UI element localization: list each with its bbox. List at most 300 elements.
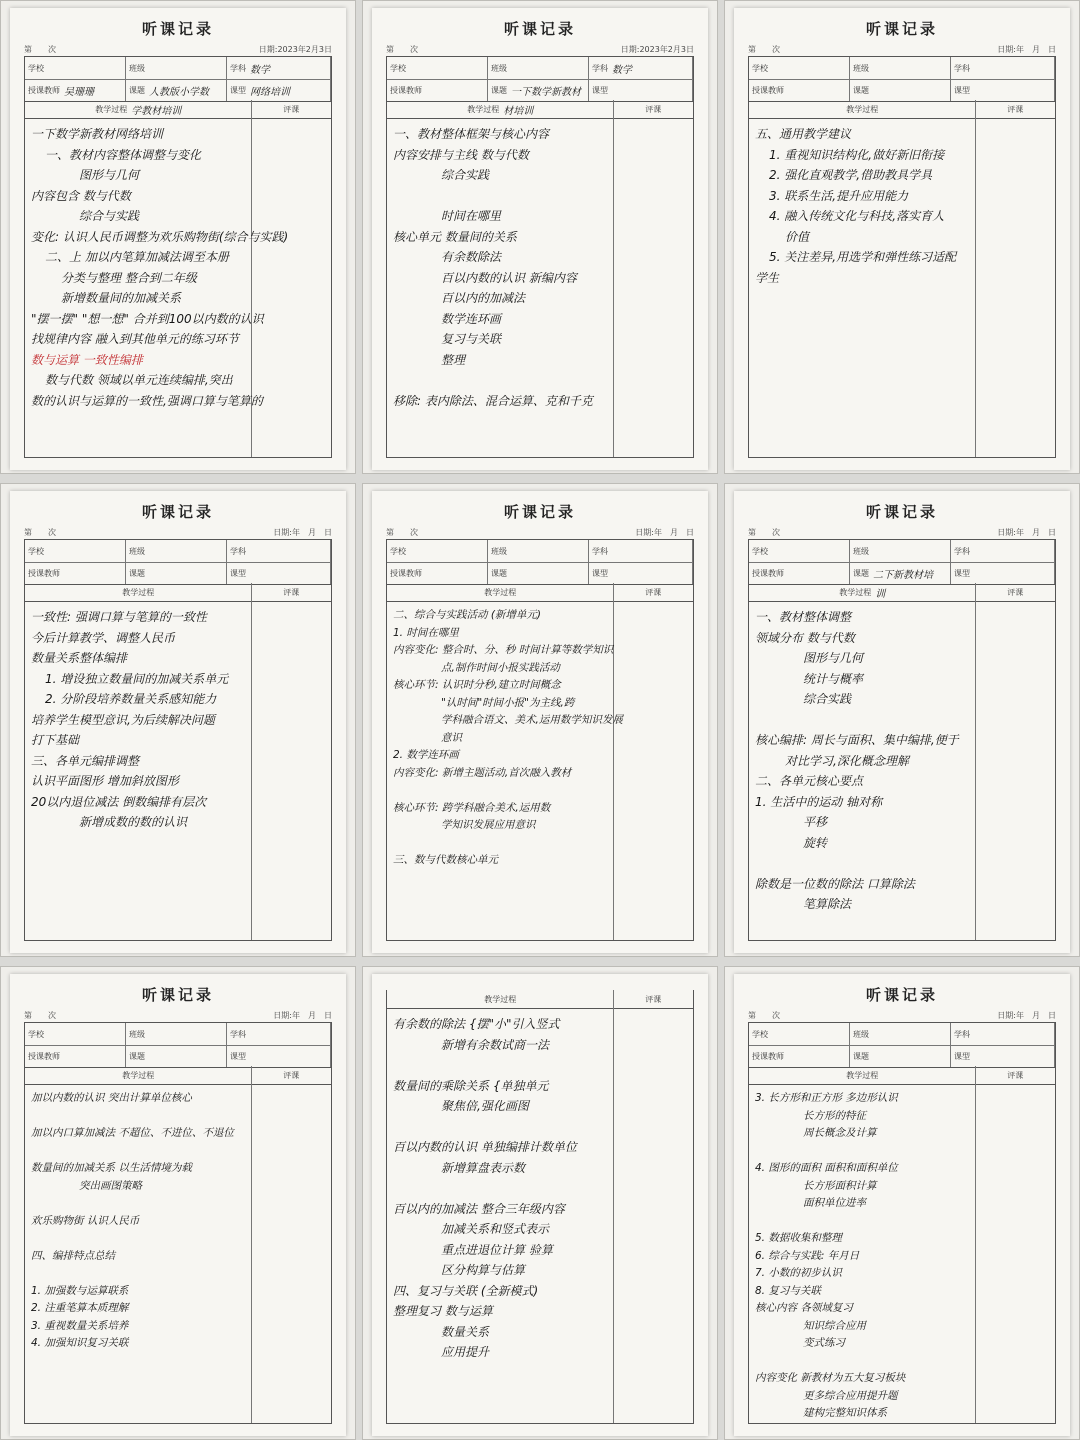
column-divider bbox=[975, 1084, 976, 1423]
note-line bbox=[393, 370, 607, 391]
note-line: 4. 加强知识复习关联 bbox=[31, 1337, 129, 1349]
order-label: 第 次 bbox=[24, 45, 56, 54]
field-label: 学科 bbox=[953, 546, 970, 556]
note-line: 新增有余数试商一法 bbox=[441, 1037, 550, 1052]
subject-cell bbox=[589, 57, 693, 79]
process-header bbox=[25, 1066, 252, 1084]
note-line: 内容安排与主线 数与代数 bbox=[393, 147, 529, 162]
topic-cell bbox=[850, 79, 951, 101]
sheet-title: 听课记录 bbox=[865, 503, 938, 521]
subject-cell bbox=[227, 540, 331, 562]
note-sheet bbox=[10, 974, 346, 1436]
field-label: 学校 bbox=[28, 63, 44, 73]
note-line: 4. 图形的面积 面积和面积单位 bbox=[755, 1162, 898, 1174]
date-field bbox=[635, 527, 694, 538]
process-label: 教学过程 bbox=[122, 587, 155, 597]
note-line: 内容包含 数与代数 bbox=[31, 188, 131, 203]
field-label: 班级 bbox=[490, 546, 507, 556]
note-line bbox=[31, 1143, 245, 1161]
field-label: 课型 bbox=[229, 568, 246, 578]
class-cell bbox=[488, 57, 589, 79]
note-line: 内容变化: 整合时、分、秒 时间计算等数学知识 bbox=[393, 644, 614, 656]
date-field bbox=[273, 1010, 332, 1021]
field-label: 学校 bbox=[752, 63, 768, 73]
note-line: 一下数学新教材网络培训 bbox=[31, 127, 164, 141]
info-row bbox=[749, 1045, 1055, 1067]
note-line: 一、教材内容整体调整与变化 bbox=[45, 147, 202, 162]
topic-cell bbox=[126, 562, 227, 584]
note-line: 长方形的特征 bbox=[803, 1109, 866, 1122]
review-label: 评课 bbox=[283, 1070, 300, 1080]
date-units: 年 月 日 bbox=[1016, 45, 1056, 54]
date-field bbox=[997, 44, 1056, 55]
school-cell bbox=[25, 1023, 126, 1045]
note-line: 有余数的除法 {摆"小"引入竖式 bbox=[393, 1017, 560, 1031]
note-line: 学生 bbox=[755, 270, 780, 285]
date-field bbox=[997, 1010, 1056, 1021]
school-cell bbox=[25, 540, 126, 562]
note-line: 分类与整理 整合到二年级 bbox=[61, 270, 197, 285]
handwritten-value: 数学 bbox=[611, 64, 632, 76]
column-header bbox=[748, 1066, 1056, 1085]
note-line: 对比学习,深化概念理解 bbox=[785, 753, 909, 768]
note-line: 欢乐购物街 认识人民币 bbox=[31, 1214, 140, 1227]
process-label: 教学过程 bbox=[95, 104, 128, 114]
note-line: 3. 长方形和正方形 多边形认识 bbox=[755, 1092, 898, 1104]
date-label: 日期: bbox=[997, 528, 1016, 537]
note-line: 整理 bbox=[441, 352, 466, 367]
info-row bbox=[749, 540, 1055, 563]
info-table bbox=[24, 539, 332, 585]
note-line: 打下基础 bbox=[31, 733, 80, 747]
notes-body bbox=[24, 601, 332, 941]
review-label: 评课 bbox=[645, 994, 662, 1004]
handwritten-value: 人教版小学数 bbox=[148, 86, 209, 98]
note-line: 移除: 表内除法、混合运算、克和千克 bbox=[393, 393, 593, 408]
field-label: 授课教师 bbox=[752, 568, 784, 578]
teacher-cell bbox=[749, 1045, 850, 1067]
field-label: 学校 bbox=[390, 546, 406, 556]
school-cell bbox=[387, 57, 488, 79]
topic-cell bbox=[126, 1045, 227, 1067]
note-line: 百以内的加减法 整合三年级内容 bbox=[393, 1201, 565, 1216]
note-line: 找规律内容 融入到其他单元的练习环节 bbox=[31, 332, 239, 346]
date-label: 日期: bbox=[997, 45, 1016, 54]
sheet-meta bbox=[386, 44, 694, 55]
note-line: 时间在哪里 bbox=[441, 209, 502, 223]
note-sheet bbox=[372, 491, 708, 953]
subject-cell bbox=[951, 1023, 1055, 1045]
order-label: 第 次 bbox=[748, 1011, 780, 1020]
date-label: 日期: bbox=[273, 1011, 292, 1020]
sheet-title: 听课记录 bbox=[141, 986, 214, 1004]
note-line: 知识综合应用 bbox=[803, 1319, 866, 1332]
field-label: 班级 bbox=[128, 546, 145, 556]
note-line: 突出画图策略 bbox=[79, 1179, 142, 1192]
note-line: 综合实践 bbox=[441, 168, 490, 182]
type-cell bbox=[589, 79, 693, 101]
sheet-title: 听课记录 bbox=[503, 503, 576, 521]
note-line: 有余数除法 bbox=[441, 250, 502, 264]
sheet-title: 听课记录 bbox=[141, 503, 214, 521]
class-cell bbox=[488, 540, 589, 562]
info-table bbox=[24, 1022, 332, 1068]
info-row bbox=[25, 562, 331, 584]
note-photo bbox=[362, 483, 718, 957]
column-header bbox=[386, 100, 694, 119]
review-label: 评课 bbox=[1007, 104, 1024, 114]
note-photo bbox=[724, 966, 1080, 1440]
field-label: 课型 bbox=[953, 568, 970, 578]
field-label: 课题 bbox=[490, 85, 507, 95]
date-units: 年 月 日 bbox=[1016, 528, 1056, 537]
class-cell bbox=[126, 57, 227, 79]
note-line: 意识 bbox=[441, 731, 462, 744]
note-sheet bbox=[372, 8, 708, 470]
order-label: 第 次 bbox=[386, 528, 418, 537]
note-line: 今后计算教学、调整人民币 bbox=[31, 630, 176, 645]
column-header bbox=[24, 583, 332, 602]
date-units: 年 月 日 bbox=[1016, 1011, 1056, 1020]
note-line: 5. 关注差异,用选学和弹性练习适配 bbox=[769, 250, 957, 264]
note-line: 20以内退位减法 倒数编排有层次 bbox=[31, 794, 207, 809]
sheet-title: 听课记录 bbox=[503, 20, 576, 38]
note-line bbox=[393, 782, 607, 800]
subject-cell bbox=[227, 1023, 331, 1045]
field-label: 课题 bbox=[128, 1051, 145, 1061]
field-label: 授课教师 bbox=[28, 85, 60, 95]
info-row bbox=[387, 562, 693, 584]
date-units: 年 月 日 bbox=[654, 528, 694, 537]
subject-cell bbox=[227, 57, 331, 79]
column-divider bbox=[251, 601, 252, 940]
date-label: 日期: bbox=[258, 45, 278, 54]
column-header bbox=[24, 1066, 332, 1085]
date-field bbox=[621, 44, 694, 55]
process-label: 教学过程 bbox=[484, 587, 517, 597]
date-label: 日期: bbox=[997, 1011, 1016, 1020]
field-label: 课题 bbox=[128, 85, 145, 95]
note-line: 一致性: 强调口算与笔算的一致性 bbox=[31, 610, 207, 624]
subject-cell bbox=[951, 57, 1055, 79]
handwritten-notes bbox=[31, 1090, 245, 1353]
note-line bbox=[393, 1178, 607, 1199]
column-divider bbox=[251, 1084, 252, 1423]
note-line: 1. 加强数与运算联系 bbox=[31, 1284, 129, 1297]
field-label: 授课教师 bbox=[752, 1051, 784, 1061]
sheet-title: 听课记录 bbox=[141, 20, 214, 38]
note-line: 变式练习 bbox=[803, 1337, 845, 1349]
process-header bbox=[749, 100, 976, 118]
info-row bbox=[749, 57, 1055, 80]
note-line: 内容变化 新教材为五大复习板块 bbox=[755, 1372, 906, 1384]
note-line bbox=[755, 1353, 969, 1371]
note-line: 1. 重视知识结构化,做好新旧衔接 bbox=[769, 147, 945, 162]
info-row bbox=[387, 540, 693, 563]
note-line: 更多综合应用提升题 bbox=[803, 1389, 898, 1402]
school-cell bbox=[25, 57, 126, 79]
field-label: 授课教师 bbox=[28, 568, 60, 578]
note-line: 数的认识与运算的一致性,强调口算与笔算的 bbox=[31, 393, 263, 408]
note-line bbox=[393, 1117, 607, 1138]
field-label: 课题 bbox=[852, 568, 869, 578]
note-line: 聚焦倍,强化画图 bbox=[441, 1099, 529, 1113]
note-sheet bbox=[10, 8, 346, 470]
order-label: 第 次 bbox=[386, 45, 418, 54]
note-sheet bbox=[734, 491, 1070, 953]
note-line: 百以内的加减法 bbox=[441, 291, 526, 305]
note-photo bbox=[0, 966, 356, 1440]
review-header bbox=[975, 1066, 1055, 1084]
type-cell bbox=[227, 79, 331, 101]
field-label: 授课教师 bbox=[28, 1051, 60, 1061]
process-label: 教学过程 bbox=[467, 104, 500, 114]
note-line: 长方形面积计算 bbox=[803, 1179, 877, 1192]
note-line: 1. 生活中的运动 轴对称 bbox=[755, 794, 883, 809]
note-line: 百以内数的认识 新编内容 bbox=[441, 270, 577, 285]
note-line: 3. 联系生活,提升应用能力 bbox=[769, 188, 909, 203]
order-label: 第 次 bbox=[748, 528, 780, 537]
info-row bbox=[387, 57, 693, 80]
sheet-meta bbox=[386, 527, 694, 538]
order-label: 第 次 bbox=[24, 1011, 56, 1020]
field-label: 课型 bbox=[591, 568, 608, 578]
note-line: "摆一摆" "想一想" 合并到100以内数的认识 bbox=[31, 311, 264, 326]
note-line: 3. 重视数量关系培养 bbox=[31, 1319, 129, 1332]
info-table bbox=[24, 56, 332, 102]
notes-body bbox=[386, 118, 694, 458]
notes-body bbox=[748, 1084, 1056, 1424]
note-line: 数量关系整体编排 bbox=[31, 651, 128, 665]
note-line: 建构完整知识体系 bbox=[803, 1407, 887, 1419]
handwritten-value: 网络培训 bbox=[249, 86, 290, 98]
info-table bbox=[748, 539, 1056, 585]
note-line: 核心编排: 周长与面积、集中编排,便于 bbox=[755, 733, 959, 747]
note-line: 领域分布 数与代数 bbox=[755, 630, 855, 645]
field-label: 学科 bbox=[229, 546, 246, 556]
date-units: 年 月 日 bbox=[292, 1011, 332, 1020]
handwritten-notes bbox=[393, 607, 623, 870]
note-line bbox=[393, 1055, 607, 1076]
note-photo bbox=[724, 0, 1080, 474]
review-header bbox=[613, 583, 693, 601]
note-line: 核心单元 数量间的关系 bbox=[393, 229, 517, 244]
note-photo bbox=[362, 0, 718, 474]
info-row bbox=[25, 1023, 331, 1046]
date-field bbox=[997, 527, 1056, 538]
handwritten-notes bbox=[393, 1014, 607, 1363]
column-divider bbox=[975, 601, 976, 940]
note-line: 加减关系和竖式表示 bbox=[441, 1222, 550, 1236]
review-header bbox=[251, 583, 331, 601]
subject-cell bbox=[589, 540, 693, 562]
review-header bbox=[613, 100, 693, 118]
note-line: 二、综合与实践活动 (新增单元) bbox=[393, 609, 542, 621]
teacher-cell bbox=[387, 79, 488, 101]
process-label: 教学过程 bbox=[122, 1070, 155, 1080]
field-label: 课题 bbox=[852, 85, 869, 95]
note-line: 核心环节: 认识时分秒,建立时间概念 bbox=[393, 679, 561, 691]
sheet-meta bbox=[24, 44, 332, 55]
field-label: 班级 bbox=[852, 1029, 869, 1039]
date-value: 2023年2月3日 bbox=[277, 45, 332, 54]
sheet-title: 听课记录 bbox=[865, 986, 938, 1004]
info-table bbox=[386, 56, 694, 102]
note-line bbox=[755, 1143, 969, 1161]
topic-cell bbox=[850, 1045, 951, 1067]
column-header bbox=[386, 990, 694, 1009]
sheet-meta bbox=[748, 44, 1056, 55]
sheet-meta bbox=[748, 1010, 1056, 1021]
note-line: 5. 数据收集和整理 bbox=[755, 1232, 842, 1244]
note-line: 新增数量间的加减关系 bbox=[61, 291, 182, 305]
info-table bbox=[748, 56, 1056, 102]
teacher-cell bbox=[749, 562, 850, 584]
field-label: 班级 bbox=[128, 63, 145, 73]
note-line: 认识平面图形 增加斜放图形 bbox=[31, 774, 179, 788]
teacher-cell bbox=[25, 562, 126, 584]
handwritten-value: 吴珊珊 bbox=[64, 86, 94, 98]
note-line: 新增成数的数的认识 bbox=[79, 815, 188, 829]
subject-cell bbox=[951, 540, 1055, 562]
info-row bbox=[25, 540, 331, 563]
note-line: 4. 融入传统文化与科技,落实育人 bbox=[769, 209, 945, 223]
note-line: 2. 注重笔算本质理解 bbox=[31, 1302, 129, 1314]
class-cell bbox=[126, 1023, 227, 1045]
sheet-meta bbox=[24, 1010, 332, 1021]
note-line: 学知识发展应用意识 bbox=[441, 819, 536, 831]
review-header bbox=[975, 100, 1055, 118]
note-line: 1. 时间在哪里 bbox=[393, 626, 459, 639]
note-line bbox=[755, 710, 969, 731]
note-line: 区分构算与估算 bbox=[441, 1263, 526, 1277]
handwritten-notes bbox=[393, 124, 607, 411]
class-cell bbox=[850, 57, 951, 79]
note-line: 数与代数 领域以单元连续编排,突出 bbox=[45, 373, 233, 387]
field-label: 班级 bbox=[490, 63, 507, 73]
note-photo bbox=[0, 483, 356, 957]
review-header bbox=[975, 583, 1055, 601]
review-label: 评课 bbox=[1007, 1070, 1024, 1080]
school-cell bbox=[749, 540, 850, 562]
note-line: 学科融合语文、美术,运用数学知识发展 bbox=[441, 714, 623, 726]
note-line: "认时间"时间小报"为主线,跨 bbox=[441, 696, 575, 709]
notes-body bbox=[748, 601, 1056, 941]
type-cell bbox=[227, 562, 331, 584]
note-line: 核心环节: 跨学科融合美术,运用数 bbox=[393, 801, 551, 814]
sheet-meta bbox=[748, 527, 1056, 538]
note-line: 应用提升 bbox=[441, 1345, 490, 1359]
note-line: 二、各单元核心要点 bbox=[755, 774, 864, 788]
note-line: 数量间的乘除关系 {单独单元 bbox=[393, 1078, 549, 1093]
note-line: 数学连环画 bbox=[441, 311, 502, 326]
note-line: 图形与几何 bbox=[803, 651, 864, 665]
field-label: 学校 bbox=[752, 1029, 768, 1039]
field-label: 学科 bbox=[229, 1029, 246, 1039]
notes-body bbox=[748, 118, 1056, 458]
process-label: 教学过程 bbox=[839, 587, 872, 597]
note-line: 五、通用教学建议 bbox=[755, 127, 852, 141]
note-line: 数量关系 bbox=[441, 1324, 490, 1339]
handwritten-notes bbox=[755, 1090, 969, 1423]
process-header bbox=[25, 583, 252, 601]
review-label: 评课 bbox=[283, 587, 300, 597]
notes-body bbox=[24, 118, 332, 458]
order-label: 第 次 bbox=[24, 528, 56, 537]
teacher-cell bbox=[25, 1045, 126, 1067]
class-cell bbox=[850, 540, 951, 562]
column-header bbox=[748, 100, 1056, 119]
school-cell bbox=[749, 1023, 850, 1045]
process-header bbox=[749, 1066, 976, 1084]
note-line: 四、复习与关联 (全新模式) bbox=[393, 1283, 539, 1298]
note-line: 周长概念及计算 bbox=[803, 1127, 877, 1139]
topic-cell bbox=[488, 79, 589, 101]
field-label: 学校 bbox=[28, 546, 44, 556]
topic-cell bbox=[126, 79, 227, 101]
field-label: 课型 bbox=[229, 1051, 246, 1061]
note-line: 综合与实践 bbox=[79, 209, 140, 223]
field-label: 学校 bbox=[28, 1029, 44, 1039]
info-row bbox=[749, 1023, 1055, 1046]
handwritten-notes bbox=[755, 124, 969, 288]
process-header bbox=[25, 100, 252, 118]
note-line bbox=[755, 1213, 969, 1231]
field-label: 课型 bbox=[953, 85, 970, 95]
field-label: 学科 bbox=[591, 63, 608, 73]
note-line: 1. 增设独立数量间的加减关系单元 bbox=[45, 671, 229, 686]
date-label: 日期: bbox=[635, 528, 654, 537]
note-line: 数与运算 一致性编排 bbox=[31, 352, 143, 367]
field-label: 课型 bbox=[591, 85, 608, 95]
notes-body bbox=[386, 601, 694, 941]
field-label: 学科 bbox=[229, 63, 246, 73]
school-cell bbox=[749, 57, 850, 79]
info-row bbox=[25, 57, 331, 80]
handwritten-notes bbox=[755, 607, 969, 915]
note-line: 加以内口算加减法 不超位、不进位、不退位 bbox=[31, 1127, 234, 1139]
teacher-cell bbox=[387, 562, 488, 584]
review-label: 评课 bbox=[1007, 587, 1024, 597]
field-label: 课型 bbox=[229, 85, 246, 95]
note-line: 7. 小数的初步认识 bbox=[755, 1267, 842, 1279]
note-sheet bbox=[10, 491, 346, 953]
handwritten-notes bbox=[31, 607, 245, 833]
note-line: 整理复习 数与运算 bbox=[393, 1304, 493, 1318]
note-line bbox=[31, 1195, 245, 1213]
note-line: 综合实践 bbox=[803, 692, 852, 706]
info-row bbox=[25, 79, 331, 101]
note-line: 内容变化: 新增主题活动,首次融入教材 bbox=[393, 766, 572, 779]
field-label: 学科 bbox=[591, 546, 608, 556]
field-label: 班级 bbox=[128, 1029, 145, 1039]
review-header bbox=[613, 990, 693, 1008]
note-line: 三、各单元编排调整 bbox=[31, 753, 140, 768]
process-label: 教学过程 bbox=[846, 1070, 879, 1080]
review-label: 评课 bbox=[645, 104, 662, 114]
column-divider bbox=[613, 118, 614, 457]
note-line: 6. 综合与实践: 年月日 bbox=[755, 1249, 860, 1262]
note-line: 核心内容 各领域复习 bbox=[755, 1302, 853, 1314]
info-row bbox=[387, 79, 693, 101]
field-label: 课题 bbox=[128, 568, 145, 578]
note-line: 复习与关联 bbox=[441, 332, 502, 346]
note-line: 变化: 认识人民币调整为欢乐购物街(综合与实践) bbox=[31, 229, 289, 244]
process-note: 材培训 bbox=[503, 105, 534, 117]
note-line bbox=[755, 853, 969, 874]
field-label: 学科 bbox=[953, 63, 970, 73]
note-line: 统计与概率 bbox=[803, 671, 864, 686]
